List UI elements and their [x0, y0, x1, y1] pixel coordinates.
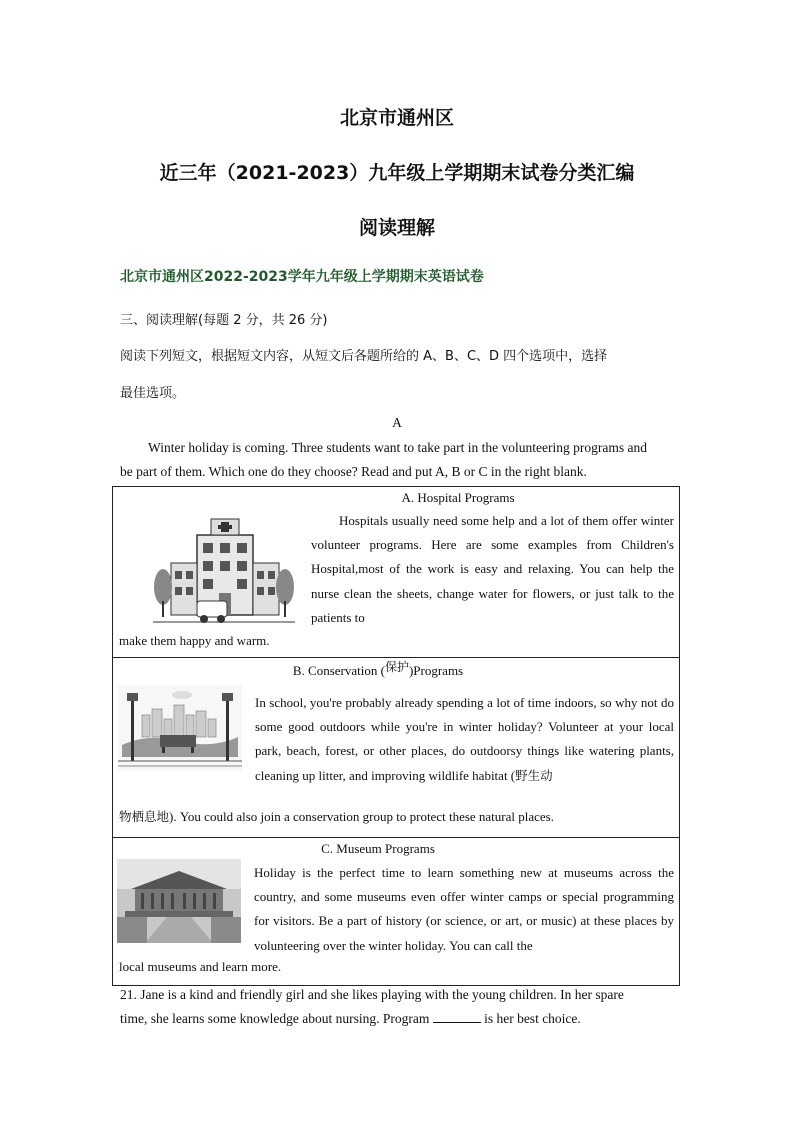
- doc-title-line1: 北京市通州区: [339, 107, 454, 129]
- doc-title-line3: 阅读理解: [358, 217, 435, 239]
- program-description: Holiday is the perfect time to learn something new at museums across the country, and some museums even offer winter camps or special programming for visitors. Be a part of history (or science, or art, or music) at these places by volunteering over the winter holiday. You can call the: [254, 865, 674, 953]
- question-21-line1: 21. Jane is a kind and friendly girl and she likes playing with the young children. In her spare: [120, 987, 624, 1002]
- instruction-line2: 最佳选项。: [120, 386, 186, 401]
- program-description-cn: 物栖息地: [119, 809, 170, 824]
- passage-label: A: [392, 415, 402, 430]
- program-title-part: )Programs: [408, 663, 464, 678]
- answer-blank[interactable]: [433, 1010, 481, 1023]
- program-description-tail: [119, 807, 554, 825]
- doc-title-line2: 近三年（2021-2023）九年级上学期期末试卷分类汇编: [159, 162, 635, 184]
- program-description-text: In school, you're probably already spending a lot of time indoors, so why not do some good outdoors while you're in winter holiday? Volunteer at your local park, beach, forest, or other places, do outdoorsy things like watering plants, cleaning up litter, and improving wildlife habitat (: [255, 695, 674, 783]
- museum-image: [117, 859, 241, 943]
- program-description: Hospitals usually need some help and a lot of them offer winter volunteer programs. Here are some examples from Children's Hospital,most of the work is easy and relaxing. You can help the nurse clean the sheets, change water for flowers, or just talk to the patients to: [311, 513, 674, 625]
- program-title: C. Museum Programs: [321, 841, 435, 856]
- programs-table: [112, 486, 680, 986]
- park-image: [118, 685, 242, 771]
- passage-intro-line1: Winter holiday is coming. Three students want to take part in the volunteering programs and: [148, 440, 647, 455]
- program-row-conservation: [113, 657, 679, 838]
- question-21-line2: [120, 1007, 674, 1031]
- question-21-text: time, she learns some knowledge about nursing. Program: [120, 1011, 430, 1026]
- program-title: [243, 662, 513, 679]
- hospital-image: [153, 515, 295, 625]
- exam-name: 北京市通州区2022-2023学年九年级上学期期末英语试卷: [120, 269, 484, 285]
- program-description: [255, 691, 674, 788]
- program-description-tail: make them happy and warm.: [119, 633, 270, 648]
- program-row-hospital: [113, 487, 679, 658]
- passage-intro-line2: be part of them. Which one do they choose? Read and put A, B or C in the right blank.: [120, 464, 587, 479]
- program-description-tail: local museums and learn more.: [119, 959, 282, 974]
- program-title-part: B. Conservation (: [292, 663, 385, 678]
- program-title-cn: 保护: [384, 660, 409, 674]
- part-title: 三、阅读理解(每题 2 分，共 26 分): [120, 313, 328, 328]
- program-description-cn: 野生动: [515, 767, 553, 783]
- program-description-text: ). You could also join a conservation group to protect these natural places.: [169, 809, 554, 824]
- program-title: A. Hospital Programs: [401, 490, 515, 505]
- question-21-text: is her best choice.: [484, 1011, 581, 1026]
- instruction-line1: 阅读下列短文，根据短文内容，从短文后各题所给的 A、B、C、D 四个选项中，选择: [120, 349, 608, 364]
- program-row-museum: [113, 837, 679, 985]
